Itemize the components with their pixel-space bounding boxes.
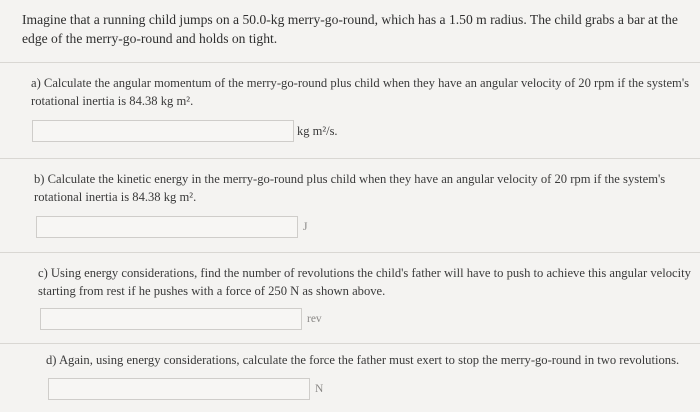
divider — [0, 252, 700, 253]
part-c-answer-input[interactable] — [40, 308, 302, 330]
part-d-unit: N — [315, 383, 324, 395]
part-d-answer-input[interactable] — [48, 378, 310, 400]
part-b-unit: J — [303, 221, 308, 233]
problem-intro: Imagine that a running child jumps on a 50.0-kg merry-go-round, which has a 1.50 m radius. The child grabs a bar at the edge of the merry-go-round and holds on tight. — [22, 12, 678, 46]
part-c-question: c) Using energy considerations, find the number of revolutions the child's father will have to push to achieve this angular velocity starting from rest if he pushes with a force of 250 N as shown above. — [38, 266, 691, 298]
part-a-answer-input[interactable] — [32, 120, 294, 142]
part-a-unit: kg m²/s. — [297, 123, 338, 138]
part-c-unit: rev — [307, 313, 322, 325]
divider — [0, 62, 700, 63]
part-a-question: a) Calculate the angular momentum of the merry-go-round plus child when they have an angular velocity of 20 rpm if the system's rotational inertia is 84.38 kg m². — [31, 76, 690, 108]
part-d-answer-row — [48, 378, 323, 400]
divider — [0, 158, 700, 159]
part-b-answer-input[interactable] — [36, 216, 298, 238]
part-b-answer-row — [36, 216, 307, 238]
part-c-answer-row — [40, 308, 322, 330]
part-d-question: d) Again, using energy considerations, calculate the force the father must exert to stop the merry-go-round in two revolutions. — [46, 353, 680, 367]
part-a-answer-row — [32, 120, 338, 142]
part-b-question: b) Calculate the kinetic energy in the merry-go-round plus child when they have an angular velocity of 20 rpm if the system's rotational inertia is 84.38 kg m². — [34, 172, 666, 204]
divider — [0, 343, 700, 344]
